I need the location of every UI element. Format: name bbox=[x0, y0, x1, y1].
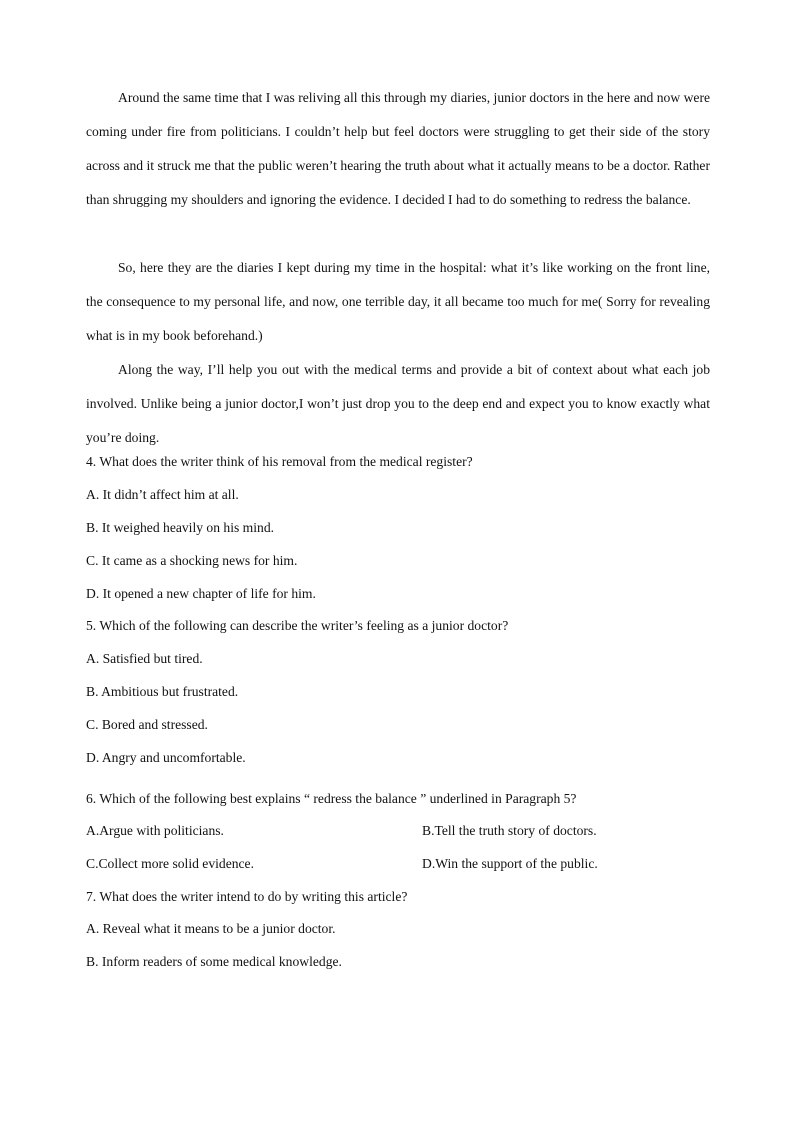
option-b: B. Ambitious but frustrated. bbox=[86, 684, 239, 699]
option-d: D. It opened a new chapter of life for him. bbox=[86, 586, 316, 601]
option-a: A. Reveal what it means to be a junior doctor. bbox=[86, 921, 336, 936]
question-stem: 4. What does the writer think of his removal from the medical register? bbox=[86, 454, 473, 469]
option-b: B. Inform readers of some medical knowledge. bbox=[86, 954, 342, 969]
question-stem: 7. What does the writer intend to do by writing this article? bbox=[86, 889, 408, 904]
option-a: A. Satisfied but tired. bbox=[86, 651, 203, 666]
option-a: A.Argue with politicians. bbox=[86, 823, 224, 838]
passage-paragraph-3: Along the way, I’ll help you out with the medical terms and provide a bit of context about what each job involved. Unlike being a junior doctor,I won’t just drop you to the deep end and expect you to know exactly what you’re doing. bbox=[86, 362, 710, 445]
option-c: C. It came as a shocking news for him. bbox=[86, 553, 298, 568]
option-a: A. It didn’t affect him at all. bbox=[86, 487, 239, 502]
option-c: C. Bored and stressed. bbox=[86, 717, 208, 732]
option-b: B.Tell the truth story of doctors. bbox=[422, 823, 597, 838]
option-c: C.Collect more solid evidence. bbox=[86, 856, 254, 871]
passage-paragraph-2: So, here they are the diaries I kept during my time in the hospital: what it’s like working on the front line, the consequence to my personal life, and now, one terrible day, it all became too much for me( Sorry for revealing what is in my book beforehand.) bbox=[86, 260, 710, 343]
option-d: D.Win the support of the public. bbox=[422, 856, 598, 871]
question-stem: 5. Which of the following can describe the writer’s feeling as a junior doctor? bbox=[86, 618, 509, 633]
passage-paragraph-1: Around the same time that I was reliving all this through my diaries, junior doctors in the here and now were coming under fire from politicians. I couldn’t help but feel doctors were struggling to get their side of the story across and it struck me that the public weren’t hearing the truth about what it actually means to be a doctor. Rather than shrugging my shoulders and ignoring the evidence. I decided I had to do something to redress the balance. bbox=[86, 90, 710, 207]
option-d: D. Angry and uncomfortable. bbox=[86, 750, 246, 765]
option-b: B. It weighed heavily on his mind. bbox=[86, 520, 275, 535]
question-stem: 6. Which of the following best explains “ redress the balance ” underlined in Paragraph 5? bbox=[86, 791, 577, 806]
